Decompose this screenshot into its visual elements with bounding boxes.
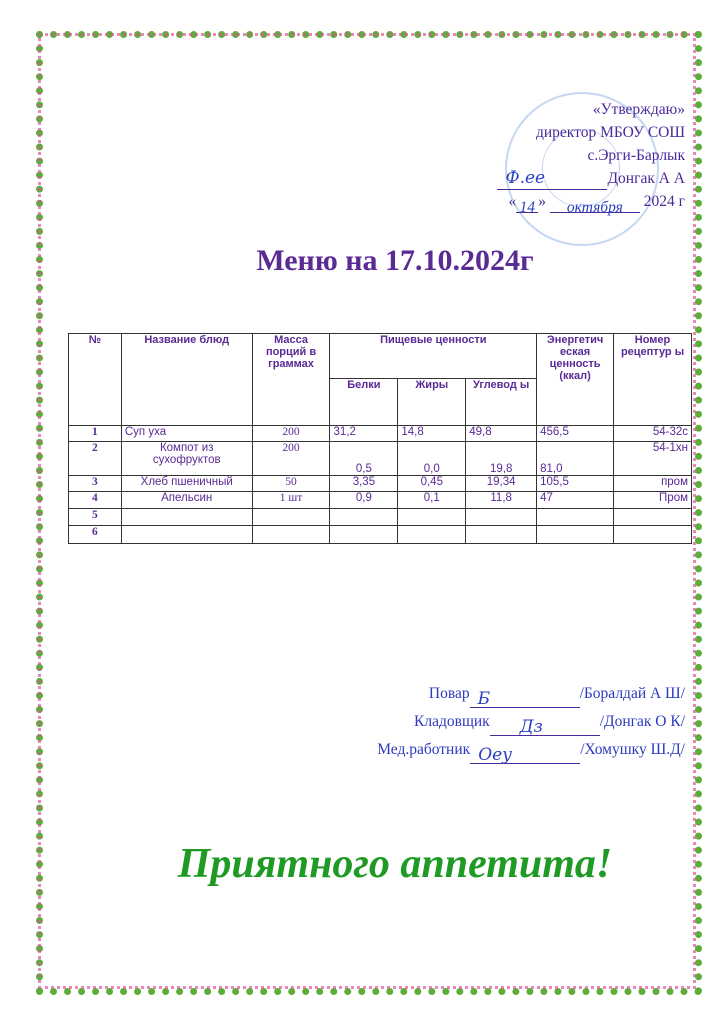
cell-fats: 0,0 [398, 442, 466, 476]
cell-num: 2 [69, 442, 122, 476]
cell-mass: 200 [252, 426, 330, 442]
header-num: № [69, 334, 122, 426]
header-name: Название блюд [121, 334, 252, 426]
cell-proteins [330, 526, 398, 544]
table-row [69, 492, 692, 509]
page-title: Меню на 17.10.2024г [256, 244, 534, 277]
director-signature: Ф.ее [497, 175, 607, 190]
signature-line: Б [470, 693, 580, 708]
cell-recipe: пром [614, 476, 692, 492]
signature-name: /Хомушку Ш.Д/ [580, 741, 685, 758]
cell-mass: 200 [252, 442, 330, 476]
approval-year: 2024 г [643, 193, 685, 210]
cell-carbs [466, 526, 537, 544]
signature-line: Дз [490, 721, 600, 736]
cell-num: 4 [69, 492, 122, 509]
header-fats: Жиры [398, 379, 466, 426]
cell-energy: 456,5 [537, 426, 614, 442]
cell-energy: 47 [537, 492, 614, 509]
cell-mass [252, 509, 330, 526]
table-row [69, 509, 692, 526]
cell-mass: 1 шт [252, 492, 330, 509]
header-recipe: Номер рецептур ы [614, 334, 692, 426]
cell-energy: 81,0 [537, 442, 614, 476]
header-mass: Масса порций в граммах [252, 334, 330, 426]
cell-mass [252, 526, 330, 544]
closing-wish: Приятного аппетита! [177, 841, 613, 887]
cell-recipe: Пром [614, 492, 692, 509]
signature-cook [377, 680, 685, 708]
cell-name [121, 509, 252, 526]
cell-name: Апельсин [121, 492, 252, 509]
approval-month: октября [550, 196, 640, 213]
cell-energy [537, 526, 614, 544]
cell-name: Компот из сухофруктов [121, 442, 252, 476]
cell-proteins: 31,2 [330, 426, 398, 442]
signature-name: /Боралдай А Ш/ [579, 685, 685, 702]
cell-proteins [330, 509, 398, 526]
signatures-block [377, 680, 685, 764]
cell-mass: 50 [252, 476, 330, 492]
cell-proteins: 0,9 [330, 492, 398, 509]
approval-location: с.Эрги-Барлык [587, 147, 685, 164]
cell-name [121, 526, 252, 544]
header-carbs: Углевод ы [466, 379, 537, 426]
signature-name: /Донгак О К/ [599, 713, 685, 730]
cell-num: 6 [69, 526, 122, 544]
cell-fats [398, 526, 466, 544]
cell-proteins: 3,35 [330, 476, 398, 492]
cell-carbs: 19,34 [466, 476, 537, 492]
cell-fats: 0,1 [398, 492, 466, 509]
cell-carbs: 19,8 [466, 442, 537, 476]
cell-carbs [466, 509, 537, 526]
cell-recipe [614, 509, 692, 526]
signature-role: Мед.работник [377, 741, 471, 758]
table-row [69, 442, 692, 476]
signature-line: Оey [470, 749, 580, 764]
cell-recipe [614, 526, 692, 544]
cell-recipe: 54-32с [614, 426, 692, 442]
approval-position: директор МБОУ СОШ [536, 124, 685, 141]
header-energy: Энергетич еская ценность (ккал) [537, 334, 614, 426]
cell-recipe: 54-1хн [614, 442, 692, 476]
table-row [69, 476, 692, 492]
table-row [69, 526, 692, 544]
cell-carbs: 11,8 [466, 492, 537, 509]
approval-day: 14 [516, 196, 538, 213]
cell-fats: 0,45 [398, 476, 466, 492]
signature-role: Повар [428, 685, 470, 702]
menu-table [68, 333, 692, 544]
table-row [69, 426, 692, 442]
cell-proteins: 0,5 [330, 442, 398, 476]
cell-num: 3 [69, 476, 122, 492]
header-nutrition: Пищевые ценности [330, 334, 537, 379]
cell-name: Суп уха [121, 426, 252, 442]
cell-fats: 14,8 [398, 426, 466, 442]
cell-fats [398, 509, 466, 526]
signature-role: Кладовщик [414, 713, 490, 730]
cell-energy [537, 509, 614, 526]
cell-name: Хлеб пшеничный [121, 476, 252, 492]
cell-num: 1 [69, 426, 122, 442]
cell-carbs: 49,8 [466, 426, 537, 442]
header-proteins: Белки [330, 379, 398, 426]
approval-block: «Утверждаю» директор МБОУ СОШ с.Эрги-Барлык Ф.ее Донгак А А « 14 » октября 2024 г [497, 98, 685, 213]
cell-energy: 105,5 [537, 476, 614, 492]
cell-num: 5 [69, 509, 122, 526]
signature-storekeeper [377, 708, 685, 736]
approval-heading: «Утверждаю» [592, 101, 685, 118]
director-name: Донгак А А [607, 170, 685, 187]
